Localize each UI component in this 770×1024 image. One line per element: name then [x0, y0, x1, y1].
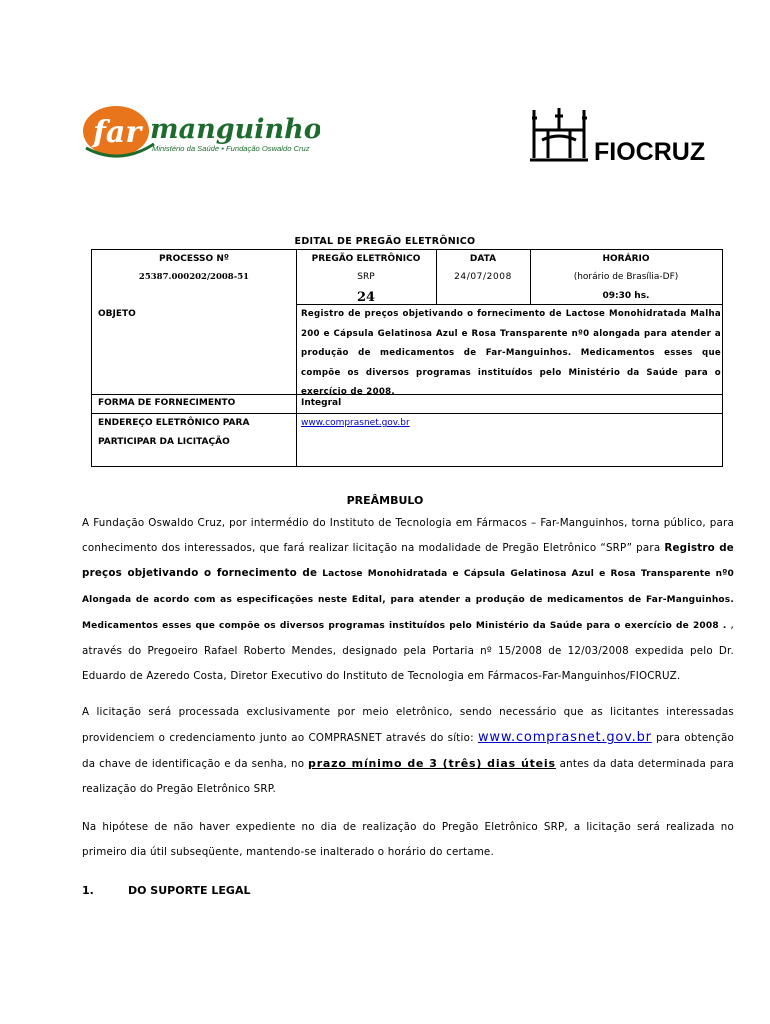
objeto-text: Registro de preços objetivando o fornecimento de Lactose Monohidratada Malha 200 e Cápsula Gelatinosa Azul e Rosa Transparente nº0 alongada para atender a produção de medicamentos de Far-Manguinhos. Medicamentos esses que compõe os diversos programas instituídos pelo Ministério da Saúde para o exercício de 2008.	[301, 309, 721, 397]
preambulo-paragraph-3: Na hipótese de não haver expediente no dia de realização do Pregão Eletrônico SRP, a licitação será realizada no primeiro dia útil subseqüente, mantendo-se inalterado o horário do certame.	[82, 821, 734, 858]
pregao-numero: 24	[356, 290, 376, 305]
logo-fiocruz-text: FIOCRUZ	[594, 138, 706, 166]
p1-registro-bold: Registro de preços objetivando o fornecimento de	[82, 542, 734, 579]
processo-value: 25387.000202/2008-51	[138, 272, 250, 282]
section-1-number: 1.	[82, 884, 94, 897]
header-data: DATA	[469, 254, 497, 264]
forma-value: Integral	[301, 398, 342, 408]
section-1-heading	[82, 884, 250, 897]
p2-middle: para obtenção da chave de identificação e da senha, no	[82, 732, 734, 770]
objeto-label: OBJETO	[98, 309, 136, 319]
edital-info-table	[91, 249, 723, 467]
pregao-tipo: SRP	[357, 272, 375, 282]
endereco-label-line1: ENDEREÇO ELETRÔNICO PARA	[98, 418, 250, 428]
comprasnet-link[interactable]: www.comprasnet.gov.br	[301, 418, 410, 428]
header-pregao: PREGÃO ELETRÔNICO	[311, 254, 421, 264]
data-value: 24/07/2008	[454, 272, 512, 282]
logo-far-prefix: far	[93, 115, 142, 150]
fiocruz-logo	[528, 100, 728, 170]
endereco-label-line2: PARTICIPAR DA LICITAÇÃO	[98, 437, 230, 447]
header-horario: HORÁRIO	[602, 254, 650, 264]
forma-label: FORMA DE FORNECIMENTO	[98, 398, 236, 408]
p1-objeto-bold: Lactose Monohidratada e Cápsula Gelatinosa Azul e Rosa Transparente nº0 Alongada de acordo com as especificações neste Edital, para atender a produção de medicamentos de Far-Manguinhos. Medicamentos esses que compõe os diversos programas instituídos pelo Ministério da Saúde para o exercício de 2008 .	[82, 569, 735, 631]
p2-end: antes da data determinada para realização do Pregão Eletrônico SRP.	[82, 758, 735, 795]
farmanguinhos-logo	[80, 100, 320, 170]
p2-prazo: prazo mínimo de 3 (três) dias úteis	[308, 757, 556, 770]
horario-reference: (horário de Brasília-DF)	[573, 272, 679, 282]
document-title: EDITAL DE PREGÃO ELETRÔNICO	[294, 236, 476, 247]
preambulo-paragraph-2	[82, 700, 734, 802]
preambulo-title: PREÂMBULO	[346, 494, 424, 507]
p2-intro: A licitação será processada exclusivamente por meio eletrônico, sendo necessário que as licitantes interessadas providenciem o credenciamento junto ao COMPRASNET através do sítio:	[82, 706, 734, 744]
preambulo-paragraph-1	[82, 511, 734, 689]
p1-intro: A Fundação Oswaldo Cruz, por intermédio do Instituto de Tecnologia em Fármacos – Far-Manguinhos, torna público, para conhecimento dos interessados, que fará realizar licitação na modalidade de Pregão Eletrônico “SRP” para	[82, 517, 734, 554]
comprasnet-site-link[interactable]: www.comprasnet.gov.br	[477, 730, 652, 745]
horario-value: 09:30 hs.	[602, 291, 650, 301]
header-processo: PROCESSO Nº	[159, 254, 229, 264]
p1-pregoeiro: , através do Pregoeiro Rafael Roberto Mendes, designado pela Portaria nº 15/2008 de 12/03/2008 expedida pelo Dr. Eduardo de Azeredo Costa, Diretor Executivo do Instituto de Tecnologia em Fármacos-Far-Manguinhos/FIOCRUZ.	[82, 619, 734, 682]
logo-far-subtitle: Ministério da Saúde • Fundação Oswaldo Cruz	[152, 144, 310, 153]
section-1-title: DO SUPORTE LEGAL	[128, 884, 251, 897]
logo-far-suffix: manguinhos	[150, 114, 320, 145]
